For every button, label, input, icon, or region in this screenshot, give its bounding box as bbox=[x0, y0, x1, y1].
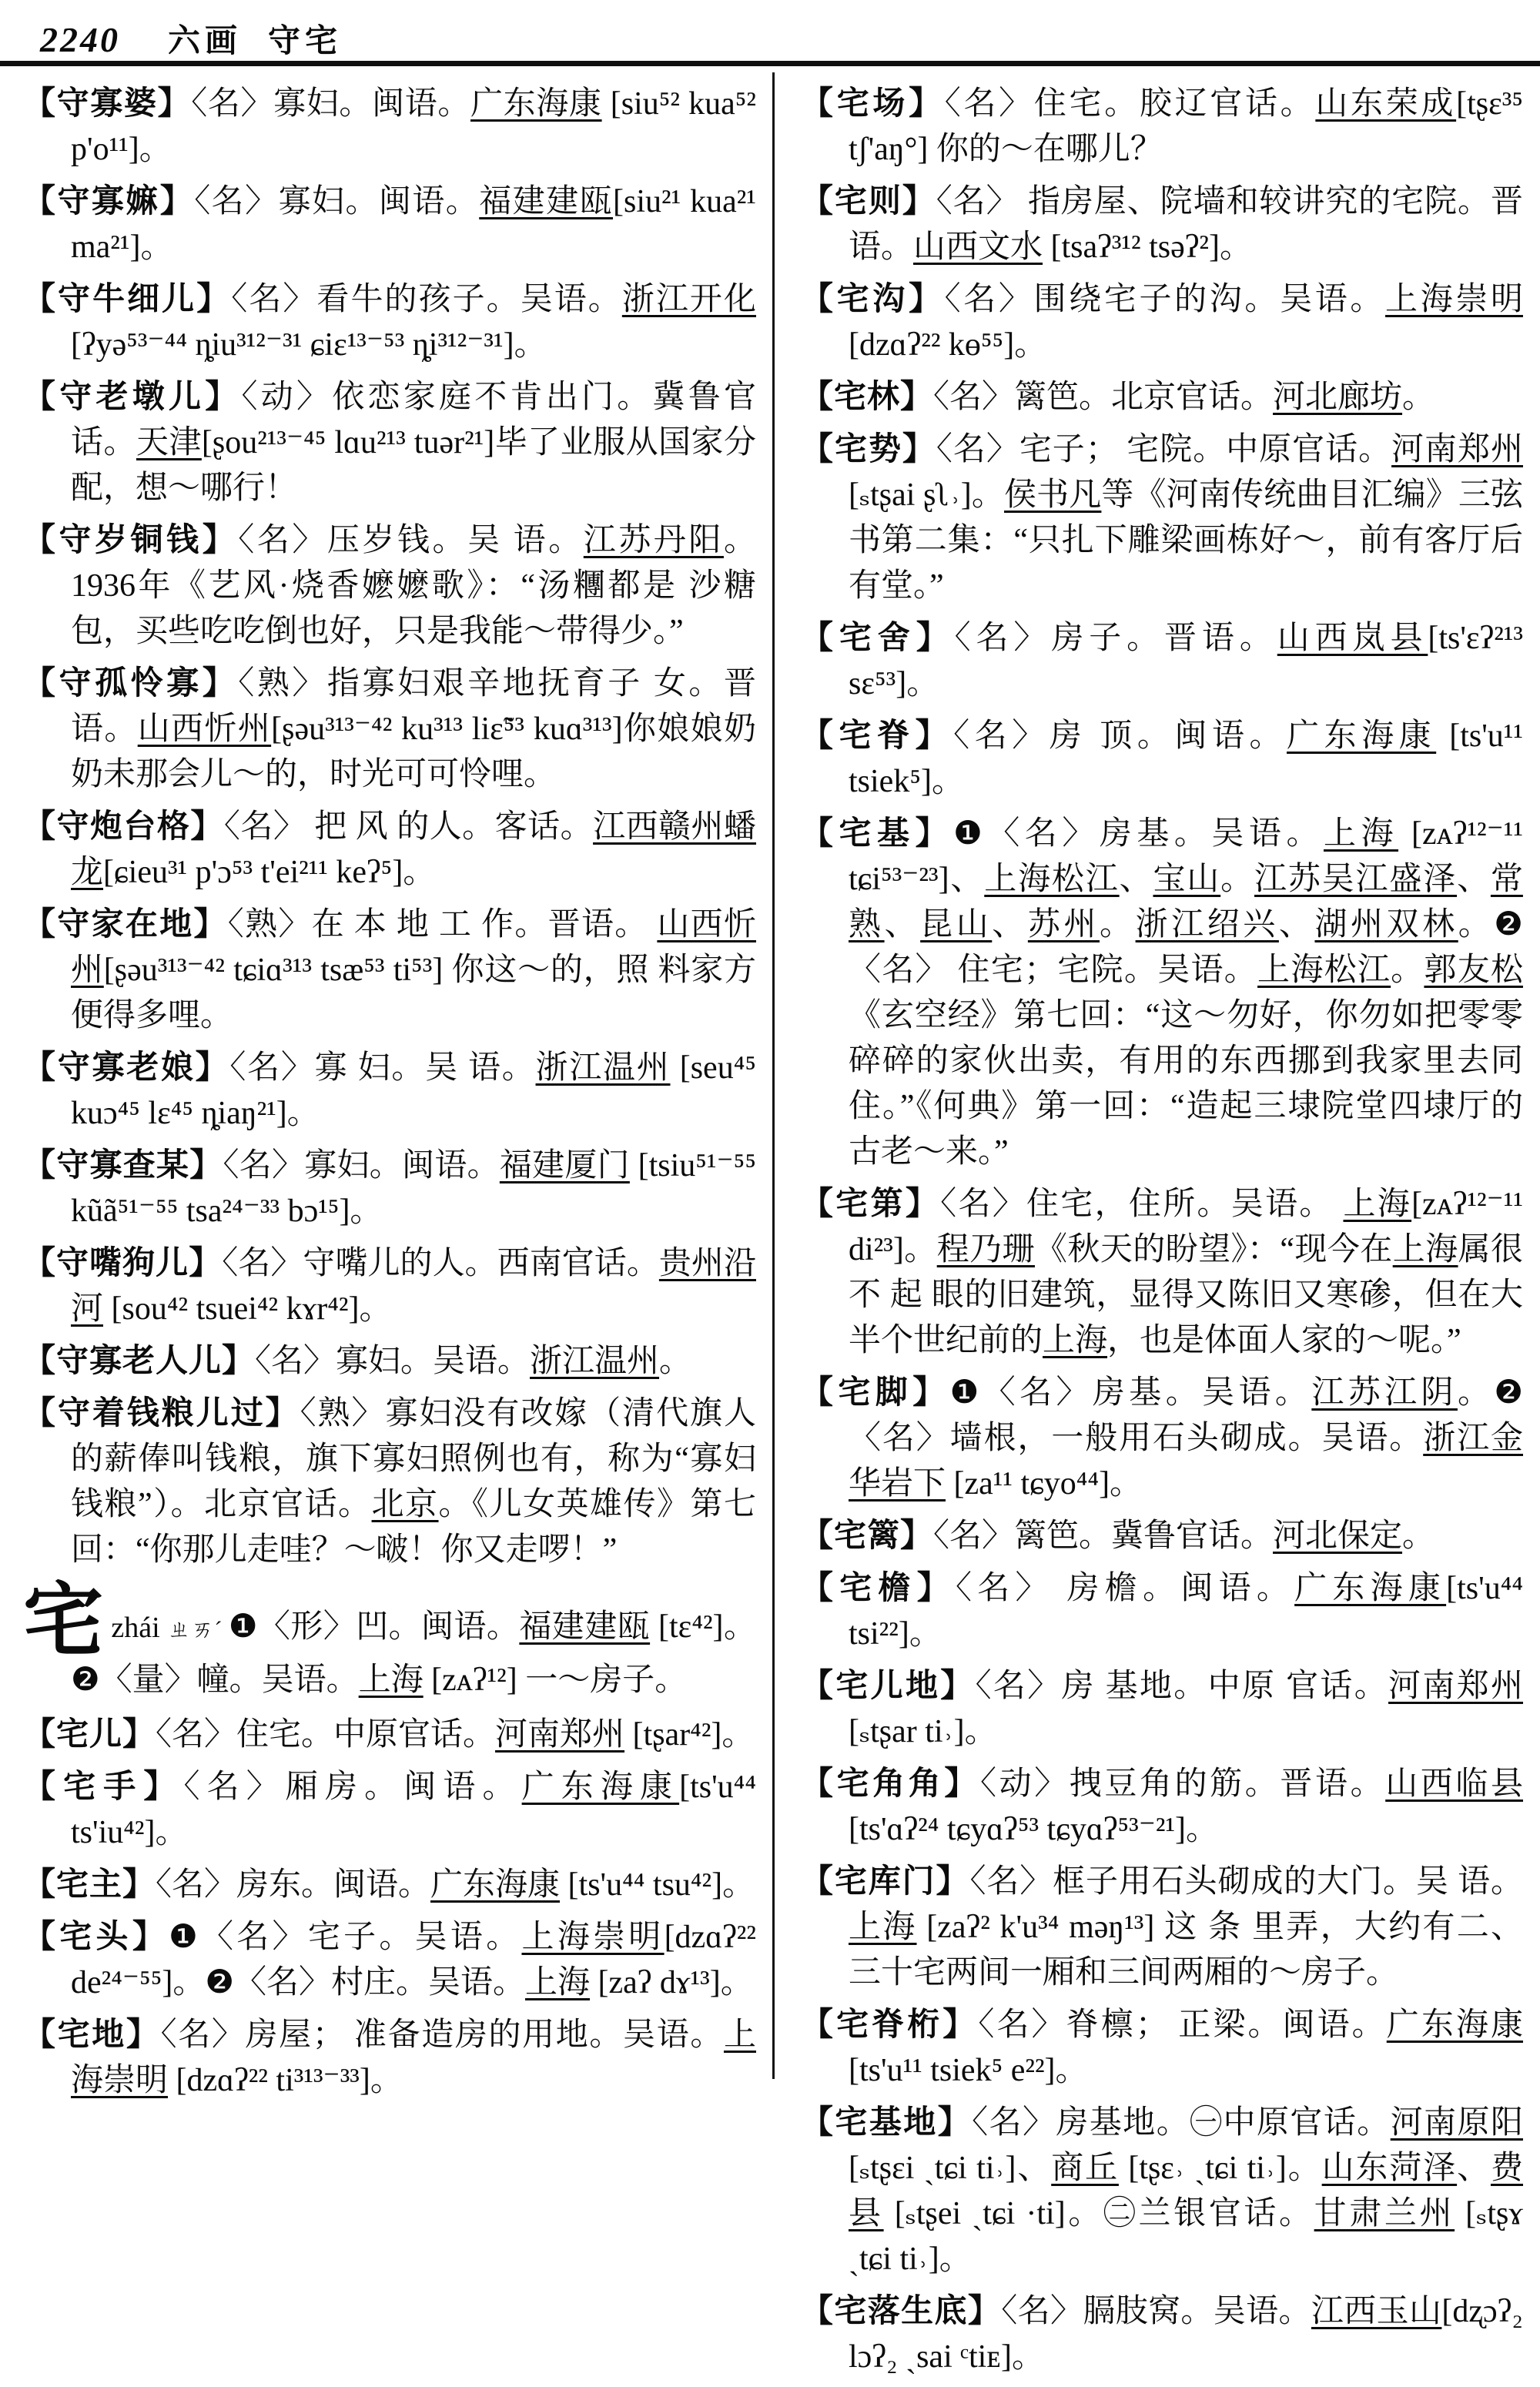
dict-entry bbox=[801, 616, 1523, 707]
place-name: 山西岚县 bbox=[1277, 621, 1428, 656]
headword: 【宅库门】 bbox=[801, 1864, 970, 1900]
headword: 【守寡婆】 bbox=[23, 86, 192, 122]
dict-entry bbox=[801, 277, 1523, 368]
dict-entry bbox=[23, 1046, 756, 1137]
headword: 【守寡查某】 bbox=[23, 1148, 223, 1183]
entry-text: 等《河南传统曲目汇编》三弦书第二集：“只扎下雕梁画栋好～，前有客厅后有堂。” bbox=[849, 477, 1523, 604]
place-name: 常熟 bbox=[849, 862, 1523, 942]
entry-text: ，也是体面人家的～呢。” bbox=[1107, 1323, 1461, 1358]
dict-entry bbox=[23, 518, 756, 654]
headword: 【守牛细儿】 bbox=[23, 282, 232, 317]
head-character: 宅 bbox=[23, 1577, 104, 1666]
headword: 【宅则】 bbox=[801, 184, 936, 219]
header-rule bbox=[0, 61, 1540, 66]
place-name: 福建建瓯 bbox=[519, 1609, 651, 1645]
entry-text: 〈名〉围绕宅子的沟。吴语。 bbox=[944, 282, 1386, 317]
entry-text: 。❷〈名〉墙根，一般用石头砌成。吴语。 bbox=[849, 1375, 1523, 1456]
entry-text: [ts'u¹¹ tsiek⁵ e²²]。 bbox=[849, 2053, 1088, 2088]
place-name: 上海 bbox=[1392, 1232, 1458, 1267]
dict-entry bbox=[23, 1863, 756, 1908]
place-name: 北京 bbox=[371, 1487, 439, 1522]
place-name: 上海 bbox=[1043, 1323, 1108, 1358]
entry-text: [zᴀʔ¹²⁻¹¹ di²³]。 bbox=[849, 1187, 1523, 1267]
entry-text: 、 bbox=[1278, 907, 1315, 942]
entry-text: 〈名〉寡妇。闽语。 bbox=[194, 184, 480, 219]
place-name: 河南原阳 bbox=[1390, 2105, 1523, 2141]
place-name: 江苏吴江盛泽 bbox=[1254, 862, 1458, 897]
dict-entry bbox=[801, 1664, 1523, 1755]
entry-text: ❶〈形〉凹。闽语。 bbox=[228, 1609, 520, 1645]
headword: 【宅檐】 bbox=[801, 1571, 956, 1606]
entry-text: [ts'u¹¹ tsiek⁵]。 bbox=[849, 718, 1523, 799]
headword: 【宅手】 bbox=[23, 1769, 184, 1805]
entry-text: [dzɑʔ²² de²⁴⁻⁵⁵]。❷〈名〉村庄。吴语。 bbox=[71, 1919, 756, 2000]
dict-entry bbox=[801, 375, 1523, 420]
entry-text: 《玄空经》第七回：“这～勿好，你勿如把零零碎碎的家伙出卖，有用的东西挪到我家里去同住。”《何典》第一回：“造起三埭院堂四埭厅的古老～来。” bbox=[849, 998, 1523, 1170]
headword: 【守寡老娘】 bbox=[23, 1050, 230, 1086]
dict-entry bbox=[801, 1566, 1523, 1657]
entry-text: 。 bbox=[1402, 1518, 1435, 1554]
dict-entry bbox=[23, 179, 756, 270]
entry-text: 、 bbox=[992, 907, 1028, 942]
place-name: 上海松江 bbox=[1257, 952, 1391, 988]
headword: 【宅势】 bbox=[801, 432, 936, 467]
dict-entry bbox=[23, 277, 756, 368]
dict-entry bbox=[801, 427, 1523, 609]
head-character-entry bbox=[23, 1577, 756, 1703]
place-name: 江苏丹阳 bbox=[583, 523, 724, 558]
dict-entry bbox=[23, 1339, 756, 1384]
entry-text: [zᴀʔ¹²] 一～房子。 bbox=[423, 1662, 688, 1698]
dict-entry bbox=[801, 1371, 1523, 1507]
entry-text: [ts'u⁴⁴ ts'iu⁴²]。 bbox=[71, 1769, 756, 1850]
entry-text: 、 bbox=[884, 907, 921, 942]
place-name: 浙江开化 bbox=[621, 282, 756, 317]
place-name: 苏州 bbox=[1027, 907, 1100, 942]
entry-text: 〈名〉框子用石头砌成的大门。吴 语。 bbox=[969, 1864, 1523, 1900]
dict-entry bbox=[801, 179, 1523, 270]
place-name: 广东海康 bbox=[521, 1769, 680, 1805]
headword: 【守着钱粮儿过】 bbox=[23, 1396, 300, 1431]
entry-text: 。 bbox=[1402, 380, 1435, 415]
entry-text: 〈名〉膈肢窝。吴语。 bbox=[1001, 2294, 1311, 2329]
page-number: 2240 bbox=[40, 20, 120, 59]
dict-entry bbox=[23, 902, 756, 1039]
entry-text: [tʂɛ˒ ˏtɕi ti˒]。 bbox=[1118, 2151, 1322, 2186]
entry-text: [dzɑʔ²² kɵ⁵⁵]。 bbox=[849, 327, 1047, 363]
place-name: 山西文水 bbox=[913, 229, 1043, 265]
dict-entry bbox=[23, 805, 756, 896]
entry-text: [ₛtʂei ˏtɕi ·ti]。㊁兰银官话。 bbox=[883, 2196, 1314, 2231]
place-name: 侯书凡 bbox=[1004, 477, 1102, 513]
entry-text: 〈熟〉指寡妇艰辛地抚育子 女。晋语。 bbox=[71, 666, 756, 747]
entry-text: [ts'ɛʔ²¹³ sɛ⁵³]。 bbox=[849, 621, 1523, 701]
headword: 【宅落生底】 bbox=[801, 2294, 1002, 2329]
entry-text: 〈名〉房基地。㊀中原官话。 bbox=[972, 2105, 1391, 2141]
entry-text: [zaʔ² k'u³⁴ məŋ¹³] 这 条 里弄，大约有二、三十宅两间一厢和三间两厢的～房子。 bbox=[849, 1910, 1523, 1990]
headword: 【守寡嫲】 bbox=[23, 184, 195, 219]
dict-entry bbox=[801, 82, 1523, 172]
place-name: 费县 bbox=[849, 2151, 1523, 2231]
entry-text: [ʂou²¹³⁻⁴⁵ lɑu²¹³ tuər²¹]毕了业服从国家分配，想～哪行！ bbox=[71, 425, 756, 506]
headword: 【宅林】 bbox=[801, 380, 934, 415]
place-name: 贵州沿河 bbox=[71, 1246, 756, 1327]
headword: 【宅脊桁】 bbox=[801, 2007, 979, 2043]
dict-entry bbox=[23, 1765, 756, 1856]
entry-text: 〈名〉守嘴儿的人。西南官话。 bbox=[222, 1246, 659, 1281]
entry-text: [ₛtʂar ti˒]。 bbox=[849, 1714, 997, 1749]
place-name: 程乃珊 bbox=[936, 1232, 1035, 1267]
entry-text: 。 bbox=[659, 1344, 692, 1379]
place-name: 郭友松 bbox=[1424, 952, 1523, 988]
place-name: 上海崇明 bbox=[71, 2017, 756, 2098]
entry-text: 属很不 起 眼的旧建筑，显得又陈旧又寒碜，但在大半个世纪前的 bbox=[849, 1232, 1523, 1358]
dict-entry bbox=[801, 714, 1523, 805]
entry-text: [tsaʔ³¹² tsəʔ²]。 bbox=[1043, 229, 1252, 265]
column-divider bbox=[772, 72, 775, 2079]
entry-text: [dzɑʔ²² ti³¹³⁻³³]。 bbox=[168, 2062, 403, 2098]
entry-text: 〈名〉篱笆。北京官话。 bbox=[933, 380, 1274, 415]
dict-entry bbox=[801, 2289, 1523, 2380]
dict-entry bbox=[801, 1860, 1523, 1996]
place-name: 江西赣州蟠龙 bbox=[71, 809, 756, 890]
dict-entry bbox=[23, 1391, 756, 1573]
place-name: 浙江金华岩下 bbox=[849, 1421, 1523, 1502]
place-name: 山西临县 bbox=[1385, 1766, 1523, 1802]
headword: 【宅基】 bbox=[801, 816, 954, 852]
dict-entry bbox=[23, 1915, 756, 2006]
headword: 【宅第】 bbox=[801, 1187, 941, 1222]
entry-text: [sou⁴² tsuei⁴² kɤr⁴²]。 bbox=[103, 1291, 392, 1327]
place-name: 山西忻州 bbox=[71, 907, 756, 988]
headword: 【守老墩儿】 bbox=[23, 380, 242, 415]
place-name: 广东海康 bbox=[470, 86, 602, 122]
headword: 【宅脚】 bbox=[801, 1375, 950, 1411]
headword: 【宅脊】 bbox=[801, 718, 954, 754]
zhuyin: ㄓㄞˊ bbox=[167, 1617, 229, 1642]
dict-entry bbox=[801, 1182, 1523, 1364]
entry-text: 〈名〉住宅，住所。吴语。 bbox=[940, 1187, 1344, 1222]
page-header bbox=[40, 15, 342, 62]
headword: 【守寡老人儿】 bbox=[23, 1344, 256, 1379]
entry-text: 〈名〉房 顶。闽语。 bbox=[953, 718, 1287, 754]
entry-text: [tsiu⁵¹⁻⁵⁵ kũã⁵¹⁻⁵⁵ tsa²⁴⁻³³ bɔ¹⁵]。 bbox=[71, 1148, 756, 1229]
entry-text: 〈名〉房子。晋语。 bbox=[954, 621, 1277, 656]
entry-text: [siu²¹ kua²¹ ma²¹]。 bbox=[71, 184, 756, 265]
headword: 【宅地】 bbox=[23, 2017, 161, 2053]
place-name: 广东海康 bbox=[1386, 2007, 1523, 2043]
headword: 【宅儿】 bbox=[23, 1716, 156, 1753]
stroke-count-label: 六画 bbox=[168, 24, 243, 59]
place-name: 浙江温州 bbox=[530, 1344, 660, 1379]
place-name: 河南郑州 bbox=[1388, 1669, 1523, 1704]
place-name: 商丘 bbox=[1051, 2151, 1119, 2186]
dict-entry bbox=[23, 1241, 756, 1332]
dict-entry bbox=[801, 2101, 1523, 2282]
place-name: 山西忻州 bbox=[137, 711, 272, 747]
left-column bbox=[23, 82, 756, 2111]
entry-text: 〈名〉厢房。闽语。 bbox=[183, 1769, 522, 1805]
place-name: 湖州双林 bbox=[1314, 907, 1458, 942]
entry-text: 〈名〉住宅。中原官话。 bbox=[156, 1716, 496, 1753]
headword: 【守岁铜钱】 bbox=[23, 523, 239, 558]
entry-text: 〈熟〉在 本 地 工 作。晋语。 bbox=[227, 907, 658, 942]
entry-text: 〈名〉寡妇。吴语。 bbox=[255, 1344, 531, 1379]
entry-text: 〈动〉拽豆角的筋。晋语。 bbox=[980, 1766, 1386, 1802]
entry-text: 〈名〉 房檐。闽语。 bbox=[956, 1571, 1295, 1606]
entry-text: 〈名〉房东。闽语。 bbox=[156, 1866, 431, 1903]
place-name: 上海 bbox=[524, 1964, 590, 2000]
entry-text: [ts'u⁴⁴ tsu⁴²]。 bbox=[560, 1866, 755, 1903]
entry-text: 〈名〉房屋； 准备造房的用地。吴语。 bbox=[160, 2017, 724, 2053]
entry-text: 〈名〉看牛的孩子。吴语。 bbox=[231, 282, 622, 317]
entry-text: 。 bbox=[1391, 952, 1424, 988]
entry-text: [tʂɛ³⁵ tʃ'aŋ°] 你的～在哪儿？ bbox=[849, 86, 1523, 167]
place-name: 天津 bbox=[136, 425, 202, 460]
entry-text: [zaʔ dɤ¹³]。 bbox=[590, 1964, 753, 2000]
entry-text: 〈名〉篱笆。冀鲁官话。 bbox=[933, 1518, 1274, 1554]
entry-text: 。1936年《艺风·烧香嬷嬷歌》：“汤糰都是 沙糖包，买些吃吃倒也好，只是我能～带得少。” bbox=[71, 523, 756, 649]
dict-entry bbox=[23, 1712, 756, 1758]
place-name: 广东海康 bbox=[430, 1866, 561, 1903]
place-name: 福建厦门 bbox=[499, 1148, 630, 1183]
place-name: 山东菏泽 bbox=[1321, 2151, 1458, 2186]
place-name: 浙江温州 bbox=[535, 1050, 671, 1086]
dict-entry bbox=[801, 1514, 1523, 1559]
dict-entry bbox=[801, 2003, 1523, 2094]
dict-entry bbox=[23, 82, 756, 172]
entry-text: [ʂəu³¹³⁻⁴² ku³¹³ liɛ̃⁵³ kuɑ³¹³]你娘娘奶奶未那会儿～的，时光可可怜哩。 bbox=[71, 711, 756, 792]
headword: 【守嘴狗儿】 bbox=[23, 1246, 223, 1281]
place-name: 上海 bbox=[849, 1910, 917, 1945]
dict-entry bbox=[23, 2013, 756, 2104]
place-name: 浙江绍兴 bbox=[1135, 907, 1279, 942]
entry-text: 〈名〉压岁钱。吴 语。 bbox=[238, 523, 584, 558]
place-name: 上海 bbox=[1323, 816, 1399, 852]
place-name: 河南郑州 bbox=[1391, 432, 1523, 467]
headword: 【宅基地】 bbox=[801, 2105, 973, 2141]
place-name: 宝山 bbox=[1153, 862, 1221, 897]
dict-entry bbox=[23, 375, 756, 511]
right-column bbox=[801, 82, 1523, 2387]
entry-text: 〈名〉寡妇。闽语。 bbox=[223, 1148, 500, 1183]
entry-text: [ʂəu³¹³⁻⁴² tɕiɑ³¹³ tsæ⁵³ ti⁵³] 你这～的，照 料家方便得多哩。 bbox=[71, 952, 756, 1033]
pinyin: zhái bbox=[103, 1612, 168, 1644]
place-name: 昆山 bbox=[920, 907, 993, 942]
headword: 【宅角角】 bbox=[801, 1766, 980, 1802]
headword: 【宅儿地】 bbox=[801, 1669, 976, 1704]
entry-text: [ₛtʂɤ ˏtɕi ti˒]。 bbox=[849, 2196, 1523, 2277]
place-name: 山东荣成 bbox=[1315, 86, 1457, 122]
entry-text: [ₛtʂai ʂʅ˒]。 bbox=[849, 477, 1004, 513]
headword-range: 守宅 bbox=[268, 24, 343, 59]
place-name: 上海崇明 bbox=[521, 1919, 665, 1955]
place-name: 广东海康 bbox=[1287, 718, 1437, 754]
entry-text: 〈熟〉寡妇没有改嫁（清代旗人的薪俸叫钱粮，旗下寡妇照例也有，称为“寡妇钱粮”）。北京官话。 bbox=[71, 1396, 756, 1522]
entry-text: 〈名〉 把 风 的人。客话。 bbox=[223, 809, 594, 845]
entry-text: [siu⁵² kua⁵² p'o¹¹]。 bbox=[71, 86, 756, 167]
entry-text: 、 bbox=[1457, 862, 1491, 897]
place-name: 广东海康 bbox=[1294, 1571, 1447, 1606]
headword: 【宅篱】 bbox=[801, 1518, 934, 1554]
entry-text: [ɕieu³¹ p'ɔ⁵³ t'ei²¹¹ keʔ⁵]。 bbox=[103, 855, 436, 890]
place-name: 上海崇明 bbox=[1385, 282, 1523, 317]
entry-text: ❶〈名〉房基。吴语。 bbox=[949, 1375, 1312, 1411]
entry-text: 、 bbox=[1119, 862, 1153, 897]
entry-text: 〈名〉寡 妇。吴 语。 bbox=[229, 1050, 536, 1086]
entry-text: [tɛ⁴²]。❷〈量〉幢。吴语。 bbox=[71, 1609, 756, 1698]
headword: 【守炮台格】 bbox=[23, 809, 224, 845]
entry-text: 、 bbox=[1457, 2151, 1491, 2186]
entry-text: ❶〈名〉宅子。吴语。 bbox=[169, 1919, 522, 1955]
headword: 【守孤怜寡】 bbox=[23, 666, 239, 701]
entry-text: 〈动〉依恋家庭不肯出门。冀鲁官 话。 bbox=[71, 380, 756, 460]
headword: 【宅沟】 bbox=[801, 282, 945, 317]
entry-text: [ʔyə⁵³⁻⁴⁴ ȵiu³¹²⁻³¹ ɕiɛ¹³⁻⁵³ ȵi³¹²⁻³¹]。 bbox=[71, 327, 547, 363]
headword: 【宅主】 bbox=[23, 1866, 156, 1903]
entry-text: [zᴀʔ¹²⁻¹¹ tɕi⁵³⁻²³]、 bbox=[849, 816, 1523, 897]
entry-text: [ts'ɑʔ²⁴ tɕyɑʔ⁵³ tɕyɑʔ⁵³⁻²¹]。 bbox=[849, 1812, 1219, 1847]
place-name: 甘肃兰州 bbox=[1314, 2196, 1455, 2231]
entry-text: 《秋天的盼望》：“现今在 bbox=[1034, 1232, 1393, 1267]
entry-text: [za¹¹ tɕyo⁴⁴]。 bbox=[946, 1466, 1143, 1502]
dict-entry bbox=[23, 1143, 756, 1234]
headword: 【宅场】 bbox=[801, 86, 945, 122]
dict-entry bbox=[801, 812, 1523, 1175]
entry-text: [ts'u⁴⁴ tsi²²]。 bbox=[849, 1571, 1523, 1652]
entry-text: 。《儿女英雄传》第七回：“你那儿走哇？～啵！你又走啰！” bbox=[71, 1487, 756, 1568]
headword: 【守家在地】 bbox=[23, 907, 228, 942]
entry-text: 〈名〉寡妇。闽语。 bbox=[191, 86, 470, 122]
entry-text: ❶〈名〉房基。吴语。 bbox=[953, 816, 1324, 852]
entry-text: 。❷〈名〉 住宅；宅院。吴语。 bbox=[849, 907, 1523, 988]
entry-text: [seu⁴⁵ kuɔ⁴⁵ lɛ⁴⁵ ȵiaŋ²¹]。 bbox=[71, 1050, 756, 1131]
entry-text: [tʂar⁴²]。 bbox=[624, 1716, 755, 1753]
entry-text: 〈名〉 指房屋、院墙和较讲究的宅院。晋语。 bbox=[849, 184, 1523, 265]
place-name: 河南郑州 bbox=[495, 1716, 625, 1753]
place-name: 上海松江 bbox=[984, 862, 1120, 897]
place-name: 河北廊坊 bbox=[1273, 380, 1403, 415]
entry-text: 〈名〉房 基地。中原 官话。 bbox=[975, 1669, 1389, 1704]
entry-text: 。 bbox=[1220, 862, 1254, 897]
entry-text: [ₛtʂɛi ˏtɕi ti˒]、 bbox=[849, 2151, 1052, 2186]
place-name: 江苏江阴 bbox=[1311, 1375, 1458, 1411]
place-name: 上海 bbox=[358, 1662, 424, 1698]
entry-text: 〈名〉住宅。胶辽官话。 bbox=[944, 86, 1316, 122]
place-name: 福建建瓯 bbox=[479, 184, 614, 219]
headword: 【宅舍】 bbox=[801, 621, 955, 656]
place-name: 江西玉山 bbox=[1311, 2294, 1442, 2329]
dict-entry bbox=[23, 661, 756, 798]
entry-text: 〈名〉脊檩； 正梁。闽语。 bbox=[978, 2007, 1387, 2043]
headword: 【宅头】 bbox=[23, 1919, 169, 1955]
place-name: 河北保定 bbox=[1273, 1518, 1403, 1554]
place-name: 上海 bbox=[1343, 1187, 1412, 1222]
entry-text: 〈名〉宅子； 宅院。中原官话。 bbox=[936, 432, 1392, 467]
entry-text: [dʐɔʔ₂ lɔʔ₂ ˏsai ᶜtiᴇ]。 bbox=[849, 2294, 1523, 2375]
entry-text: 。 bbox=[1100, 907, 1136, 942]
dict-entry bbox=[801, 1762, 1523, 1853]
